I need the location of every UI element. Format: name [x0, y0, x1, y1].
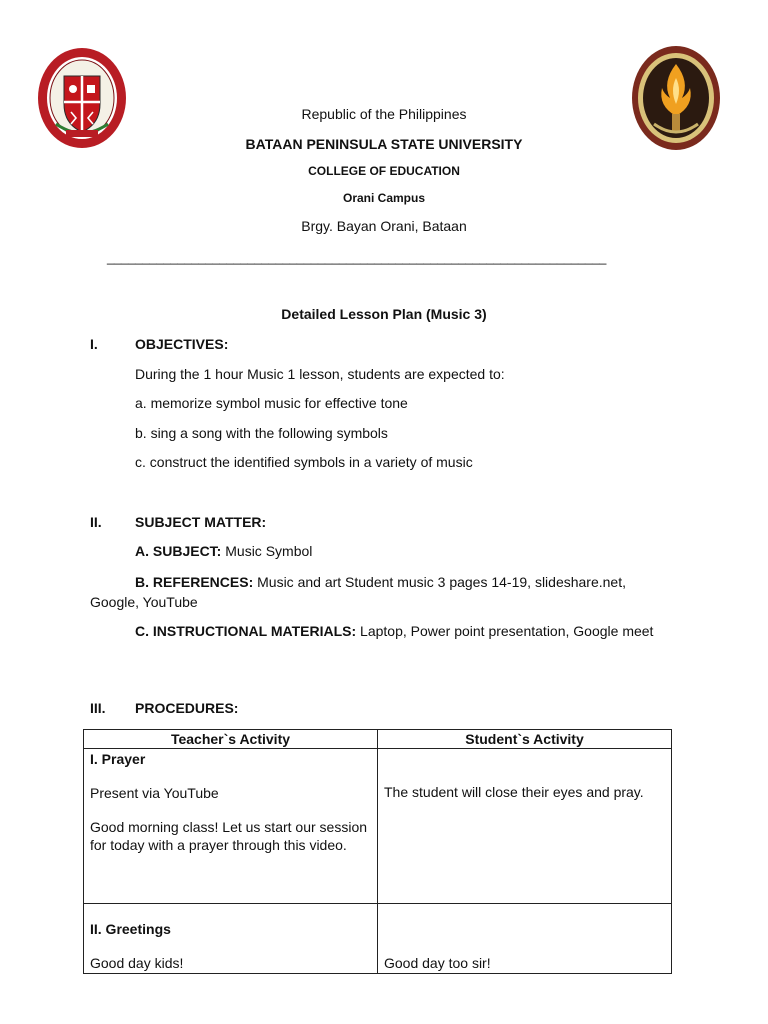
university-name: BATAAN PENINSULA STATE UNIVERSITY [245, 136, 523, 152]
student-activity-cell [378, 904, 672, 974]
teacher-activity-cell [84, 749, 378, 904]
student-activity-cell [378, 749, 672, 904]
college-name: COLLEGE OF EDUCATION [308, 164, 460, 178]
student-line: Good day too sir! [384, 955, 491, 971]
teacher-activity-cell [84, 904, 378, 974]
column-header-student: Student`s Activity [378, 730, 672, 749]
references-paragraph [90, 572, 670, 612]
procedures-table [83, 729, 672, 974]
subject-line [135, 543, 312, 559]
references-label: B. REFERENCES: [135, 574, 254, 590]
table-row [84, 749, 672, 904]
materials-value: Laptop, Power point presentation, Google meet [356, 623, 654, 639]
objective-item: a. memorize symbol music for effective tone [135, 395, 408, 411]
table-row [84, 904, 672, 974]
materials-label: C. INSTRUCTIONAL MATERIALS: [135, 623, 357, 639]
materials-paragraph [90, 621, 670, 641]
activity-heading: II. Greetings [90, 921, 171, 937]
teacher-line: Good morning class! Let us start our session for today with a prayer through this video. [90, 819, 368, 853]
document-title: Detailed Lesson Plan (Music 3) [281, 306, 487, 322]
student-line: The student will close their eyes and pray. [384, 784, 644, 800]
teacher-line: Present via YouTube [90, 785, 219, 801]
republic-line: Republic of the Philippines [301, 106, 467, 122]
objectives-intro: During the 1 hour Music 1 lesson, students are expected to: [135, 366, 505, 382]
subject-label: A. SUBJECT: [135, 543, 222, 559]
table-header-row [84, 730, 672, 749]
activity-heading: I. Prayer [90, 751, 146, 767]
objective-item: b. sing a song with the following symbols [135, 425, 388, 441]
section-number-procedures: III. [90, 700, 106, 716]
procedures-heading: PROCEDURES: [135, 700, 239, 716]
objective-item: c. construct the identified symbols in a variety of music [135, 454, 473, 470]
campus-address: Brgy. Bayan Orani, Bataan [301, 218, 467, 234]
objectives-heading: OBJECTIVES: [135, 336, 229, 352]
teacher-line: Good day kids! [90, 955, 184, 971]
column-header-teacher: Teacher`s Activity [84, 730, 378, 749]
campus-name: Orani Campus [342, 191, 426, 205]
references-value: Music and art Student music 3 pages 14-19, slideshare.net, Google, YouTube [90, 574, 626, 610]
header-divider: _______________________________________________________________________ [107, 250, 607, 265]
subject-matter-heading: SUBJECT MATTER: [135, 514, 267, 530]
section-number-objectives: I. [90, 336, 98, 352]
section-number-subject-matter: II. [90, 514, 102, 530]
subject-value: Music Symbol [221, 543, 313, 559]
